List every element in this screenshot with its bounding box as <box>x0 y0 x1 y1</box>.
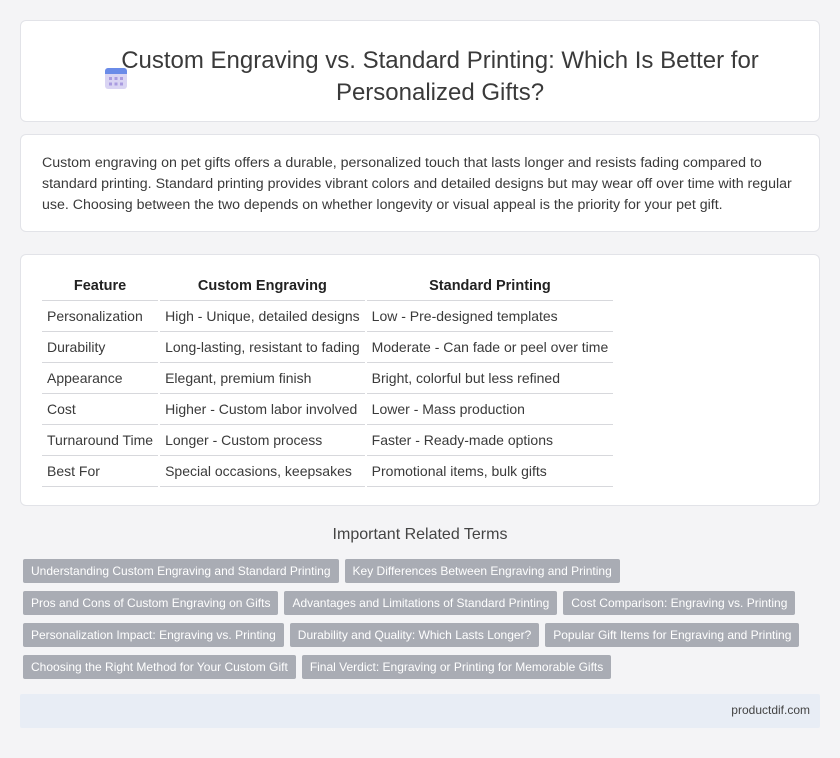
table-cell: Moderate - Can fade or peel over time <box>366 331 614 362</box>
table-cell: Special occasions, keepsakes <box>159 455 366 486</box>
column-header: Standard Printing <box>366 273 614 300</box>
table-cell: Bright, colorful but less refined <box>366 362 614 393</box>
table-cell: Lower - Mass production <box>366 393 614 424</box>
related-term-tag[interactable]: Understanding Custom Engraving and Standard Printing <box>23 559 339 583</box>
intro-text: Custom engraving on pet gifts offers a durable, personalized touch that lasts longer and resists fading compared to standard printing. Standard printing provides vibrant colors and detailed designs but may wear off over time with regular use. Choosing between the two depends on whether longevity or visual appeal is the priority for your pet gift. <box>42 155 792 213</box>
related-terms-heading: Important Related Terms <box>332 526 508 543</box>
table-cell: Personalization <box>42 300 159 331</box>
related-term-tag[interactable]: Durability and Quality: Which Lasts Longer? <box>290 623 539 647</box>
table-row <box>42 424 613 455</box>
table-cell: Faster - Ready-made options <box>366 424 614 455</box>
comparison-card <box>20 254 820 506</box>
footer-site-link[interactable]: productdif.com <box>731 703 810 717</box>
related-term-tag[interactable]: Advantages and Limitations of Standard Printing <box>284 591 557 615</box>
table-row <box>42 331 613 362</box>
table-cell: Elegant, premium finish <box>159 362 366 393</box>
table-cell: Durability <box>42 331 159 362</box>
table-cell: Best For <box>42 455 159 486</box>
related-term-tag[interactable]: Final Verdict: Engraving or Printing for Memorable Gifts <box>302 655 611 679</box>
table-row <box>42 362 613 393</box>
table-cell: Higher - Custom labor involved <box>159 393 366 424</box>
related-term-tag[interactable]: Pros and Cons of Custom Engraving on Gifts <box>23 591 278 615</box>
footer <box>20 694 820 728</box>
table-cell: Longer - Custom process <box>159 424 366 455</box>
title-card <box>20 20 820 122</box>
table-cell: High - Unique, detailed designs <box>159 300 366 331</box>
related-term-tag[interactable]: Choosing the Right Method for Your Custom Gift <box>23 655 296 679</box>
table-row <box>42 455 613 486</box>
table-header-row <box>42 273 613 300</box>
related-terms-list <box>23 559 823 679</box>
table-row <box>42 393 613 424</box>
table-cell: Cost <box>42 393 159 424</box>
related-term-tag[interactable]: Personalization Impact: Engraving vs. Printing <box>23 623 284 647</box>
related-term-tag[interactable]: Key Differences Between Engraving and Printing <box>345 559 620 583</box>
table-cell: Long-lasting, resistant to fading <box>159 331 366 362</box>
intro-card <box>20 134 820 232</box>
related-term-tag[interactable]: Popular Gift Items for Engraving and Printing <box>545 623 799 647</box>
related-term-tag[interactable]: Cost Comparison: Engraving vs. Printing <box>563 591 795 615</box>
table-cell: Appearance <box>42 362 159 393</box>
table-row <box>42 300 613 331</box>
page-title: Custom Engraving vs. Standard Printing: Which Is Better for Personalized Gifts? <box>121 47 759 106</box>
column-header: Custom Engraving <box>159 273 366 300</box>
table-cell: Low - Pre-designed templates <box>366 300 614 331</box>
table-cell: Promotional items, bulk gifts <box>366 455 614 486</box>
column-header: Feature <box>42 273 159 300</box>
comparison-table <box>42 273 613 487</box>
table-cell: Turnaround Time <box>42 424 159 455</box>
